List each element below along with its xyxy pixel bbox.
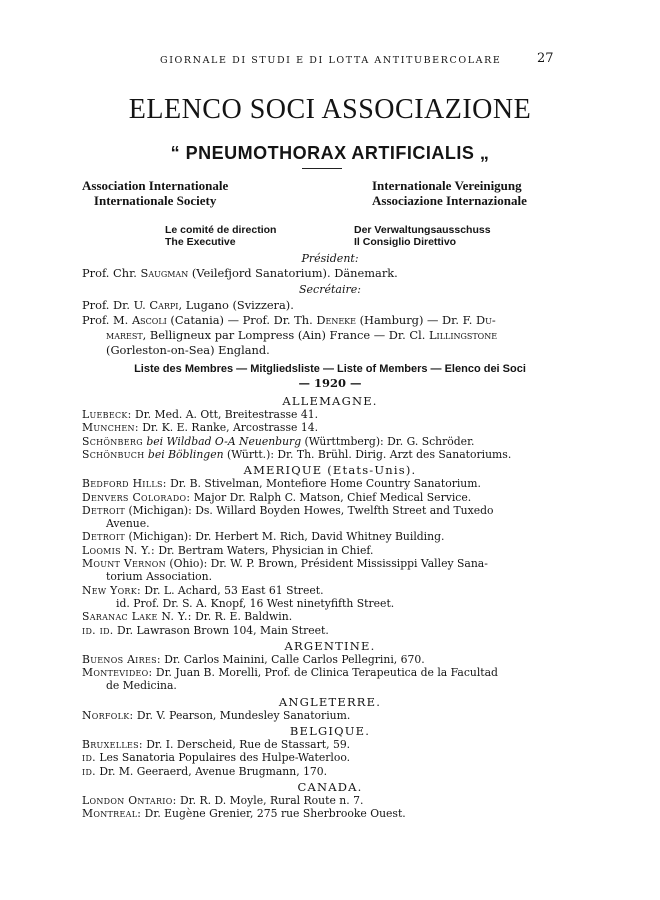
member-city: London Ontario:	[82, 793, 177, 807]
member-city: Loomis N. Y.:	[82, 543, 155, 557]
member-locality: bei Böblingen	[144, 447, 224, 461]
member-entry	[82, 709, 350, 722]
member-city: Detroit	[82, 503, 126, 517]
member-city: Schönbuch	[82, 447, 145, 461]
member-details: Dr. L. Achard, 53 East 61 Street.	[140, 583, 324, 597]
member-city: Saranac Lake N. Y.:	[82, 610, 192, 624]
member-city: Norfolk:	[82, 708, 134, 722]
member-details: Dr. Eugène Grenier, 275 rue Sherbrooke Ouest.	[141, 807, 406, 821]
member-details: Major Dr. Ralph C. Matson, Chief Medical Service.	[190, 490, 472, 504]
member-details: Dr. Juan B. Morelli, Prof. de Clinica Terapeutica de la Facultad	[152, 666, 498, 680]
org-name-italian: Associazione Internazionale	[372, 193, 527, 208]
member-entry	[82, 504, 494, 517]
member-city: Mount Vernon	[82, 557, 166, 570]
member-entry	[82, 557, 488, 570]
member-details: Dr. Med. A. Ott, Breitestrasse 41.	[131, 408, 319, 421]
member-entry	[82, 477, 481, 490]
member-entry	[82, 807, 406, 820]
member-entry	[82, 653, 425, 666]
secretary-line-4: (Gorleston-on-Sea) England.	[106, 343, 270, 357]
secretary-line-1: Prof. Dr. U. Carpi, Lugano (Svizzera).	[82, 298, 294, 312]
member-details: Dr. I. Derscheid, Rue de Stassart, 59.	[142, 738, 351, 751]
member-entry	[106, 517, 150, 530]
member-details: Dr. R. D. Moyle, Rural Route n. 7.	[176, 793, 364, 807]
member-entry	[106, 570, 212, 583]
member-details: torium Association.	[106, 570, 213, 584]
member-city: id.	[82, 764, 96, 778]
member-entry	[82, 765, 327, 778]
member-city: New York:	[82, 583, 141, 597]
member-entry	[82, 530, 444, 543]
member-details: Dr. B. Stivelman, Montefiore Home Country Sanatorium.	[166, 477, 481, 491]
member-details: (Württ.): Dr. Th. Brühl. Dirig. Arzt des Sanatoriums.	[223, 447, 512, 461]
country-heading: ANGLETERRE.	[278, 694, 382, 709]
org-name-left	[82, 178, 228, 208]
committee-english: The Executive	[165, 236, 236, 248]
secretary-label: Secrétaire:	[299, 283, 361, 296]
member-details: Dr. R. E. Baldwin.	[191, 610, 293, 624]
member-entry	[82, 624, 329, 637]
org-name-german: Internationale Vereinigung	[372, 178, 522, 193]
member-details: (Michigan): Dr. Herbert M. Rich, David Whitney Building.	[125, 530, 445, 544]
member-entry	[106, 679, 177, 692]
running-header: GIORNALE DI STUDI E DI LOTTA ANTITUBERCOLARE	[160, 55, 502, 66]
member-details: id. Prof. Dr. S. A. Knopf, 16 West ninetyfifth Street.	[116, 596, 395, 610]
committee-german: Der Verwaltungsausschuss	[354, 224, 491, 236]
committee-french: Le comité de direction	[165, 224, 277, 236]
country-heading: ALLEMAGNE.	[282, 394, 378, 408]
president-label: Président:	[301, 252, 359, 265]
member-city: Montevideo:	[82, 666, 153, 680]
member-entry	[82, 794, 363, 807]
member-entry	[82, 738, 350, 751]
page-title: ELENCO SOCI ASSOCIAZIONE	[128, 94, 532, 125]
member-entry	[82, 666, 498, 679]
member-details: (Württmberg): Dr. G. Schröder.	[301, 434, 475, 448]
member-entry	[82, 448, 511, 461]
member-details: Dr. M. Geeraerd, Avenue Brugmann, 170.	[95, 764, 328, 778]
president-line: Prof. Chr. Saugman (Veilefjord Sanatorium). Dänemark.	[82, 266, 398, 280]
committee-left	[165, 224, 276, 248]
member-details: (Ohio): Dr. W. P. Brown, Président Mississippi Valley Sana-	[165, 557, 488, 570]
country-heading: CANADA.	[297, 779, 363, 794]
org-name-english: Internationale Society	[93, 193, 217, 208]
country-heading: AMERIQUE (Etats-Unis).	[243, 463, 417, 478]
member-city: id. id.	[82, 623, 114, 637]
member-details: (Michigan): Ds. Willard Boyden Howes, Twelfth Street and Tuxedo	[125, 503, 494, 517]
page-number: 27	[537, 51, 554, 66]
secretary-line-3: marest, Belligneux par Lompress (Ain) France — Dr. Cl. Lillingstone	[106, 328, 498, 342]
member-details: Avenue.	[106, 517, 150, 531]
member-entry	[82, 544, 373, 557]
title-divider	[302, 168, 342, 169]
member-city: Schönberg	[82, 434, 143, 448]
member-locality: bei Wildbad O-A Neuenburg	[142, 434, 302, 448]
member-city: Bedford Hills:	[82, 477, 167, 491]
list-year: — 1920 —	[298, 376, 362, 390]
page-subtitle: “ PNEUMOTHORAX ARTIFICIALIS „	[170, 143, 490, 163]
member-details: Dr. K. E. Ranke, Arcostrasse 14.	[138, 421, 319, 435]
country-heading: ARGENTINE.	[284, 638, 376, 653]
member-entry	[82, 751, 350, 764]
members-heading: Liste des Membres — Mitgliedsliste — Liste of Members — Elenco dei Soci	[134, 363, 526, 375]
member-details: de Medicina.	[106, 679, 177, 693]
member-details: Dr. Carlos Mainini, Calle Carlos Pellegrini, 670.	[160, 652, 425, 666]
org-name-right	[372, 178, 527, 208]
member-city: Bruxelles:	[82, 738, 143, 751]
member-city: id.	[82, 751, 96, 765]
member-city: Luebeck:	[82, 408, 132, 421]
committee-italian: Il Consiglio Direttivo	[354, 236, 457, 248]
committee-right	[354, 224, 491, 248]
member-details: Dr. V. Pearson, Mundesley Sanatorium.	[133, 708, 351, 722]
member-entry	[116, 597, 394, 610]
member-entry	[82, 610, 292, 623]
member-details: Les Sanatoria Populaires des Hulpe-Waterloo.	[95, 751, 351, 765]
member-city: Montreal:	[82, 807, 142, 821]
member-entry	[82, 421, 318, 434]
org-name-french: Association Internationale	[82, 178, 229, 193]
country-heading: BELGIQUE.	[289, 724, 371, 738]
member-entry	[82, 435, 474, 448]
member-entry	[82, 584, 324, 597]
member-entry	[82, 491, 471, 504]
member-entry	[82, 408, 318, 421]
member-city: Munchen:	[82, 421, 139, 435]
secretary-line-2: Prof. M. Ascoli (Catania) — Prof. Dr. Th. Deneke (Hamburg) — Dr. F. Du-	[82, 313, 496, 327]
member-city: Denvers Colorado:	[82, 490, 191, 504]
member-city: Buenos Aires:	[82, 652, 161, 666]
member-details: Dr. Bertram Waters, Physician in Chief.	[154, 543, 374, 557]
member-city: Detroit	[82, 530, 126, 544]
member-details: Dr. Lawrason Brown 104, Main Street.	[113, 623, 329, 637]
